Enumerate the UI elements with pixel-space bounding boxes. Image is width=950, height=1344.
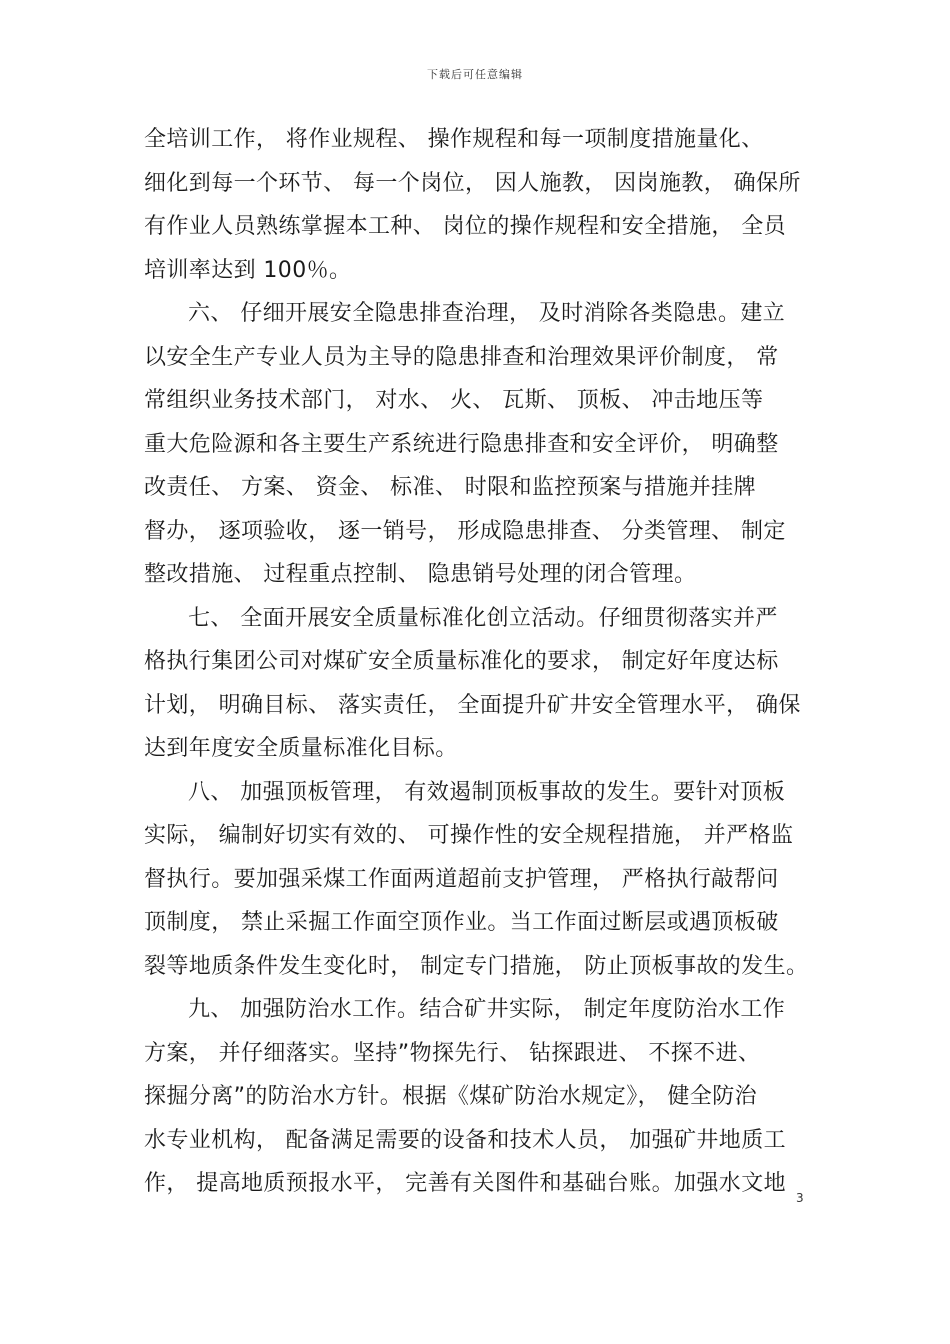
text-line: 计划， 明确目标、 落实责任， 全面提升矿井安全管理水平， 确保 [144,692,801,718]
text-line: 整改措施、 过程重点控制、 隐患销号处理的闭合管理。 [144,562,697,587]
text-line: 以安全生产专业人员为主导的隐患排查和治理效果评价制度， 常 [144,344,779,370]
text-line: 裂等地质条件发生变化时， 制定专门措施， 防止顶板事故的发生。 [144,953,809,979]
text-line: 细化到每一个环节、 每一个岗位， 因人施教， 因岗施教， 确保所 [144,170,801,196]
text-line: 水专业机构， 配备满足需要的设备和技术人员， 加强矿井地质工 [144,1127,786,1153]
document-body [144,118,808,1206]
page-header: 下载后可任意编辑 [427,68,523,81]
text-line: 有作业人员熟练掌握本工种、 岗位的操作规程和安全措施， 全员 [144,214,786,239]
paragraph-first-line: 八、 加强顶板管理， 有效遏制顶板事故的发生。要针对顶板 [188,779,786,805]
text-line: 全培训工作， 将作业规程、 操作规程和每一项制度措施量化、 [144,127,764,152]
text-line: 重大危险源和各主要生产系统进行隐患排查和安全评价， 明确整 [144,431,779,457]
paragraph-first-line: 七、 全面开展安全质量标准化创立活动。仔细贯彻落实并严 [188,605,778,631]
text-line: 督执行。要加强采煤工作面两道超前支护管理， 严格执行敲帮问 [144,866,779,892]
text-line: 达到年度安全质量标准化目标。 [144,736,458,761]
text-line: 常组织业务技术部门， 对水、 火、 瓦斯、 顶板、 冲击地压等 [144,388,764,413]
text-line: 改责任、 方案、 资金、 标准、 时限和监控预案与措施并挂牌 [144,475,756,500]
page-number: 3 [796,1191,804,1205]
text-line: 作， 提高地质预报水平， 完善有关图件和基础台账。加强水文地 [144,1171,786,1196]
text-line: 培训率达到 100％。 [144,257,352,283]
text-line: 顶制度， 禁止采掘工作面空顶作业。当工作面过断层或遇顶板破 [144,910,779,935]
text-line: 探掘分离”的防治水方针。根据《煤矿防治水规定》， 健全防治 [144,1084,757,1109]
text-line: 格执行集团公司对煤矿安全质量标准化的要求， 制定好年度达标 [144,649,779,674]
paragraph-first-line: 九、 加强防治水工作。结合矿井实际， 制定年度防治水工作 [188,997,786,1022]
text-line: 督办， 逐项验收， 逐一销号， 形成隐患排查、 分类管理、 制定 [144,518,786,544]
text-line: 方案， 并仔细落实。坚持”物探先行、 钻探跟进、 不探不进、 [144,1040,761,1066]
paragraph-first-line: 六、 仔细开展安全隐患排查治理， 及时消除各类隐患。建立 [188,301,786,326]
text-line: 实际， 编制好切实有效的、 可操作性的安全规程措施， 并严格监 [144,823,794,848]
